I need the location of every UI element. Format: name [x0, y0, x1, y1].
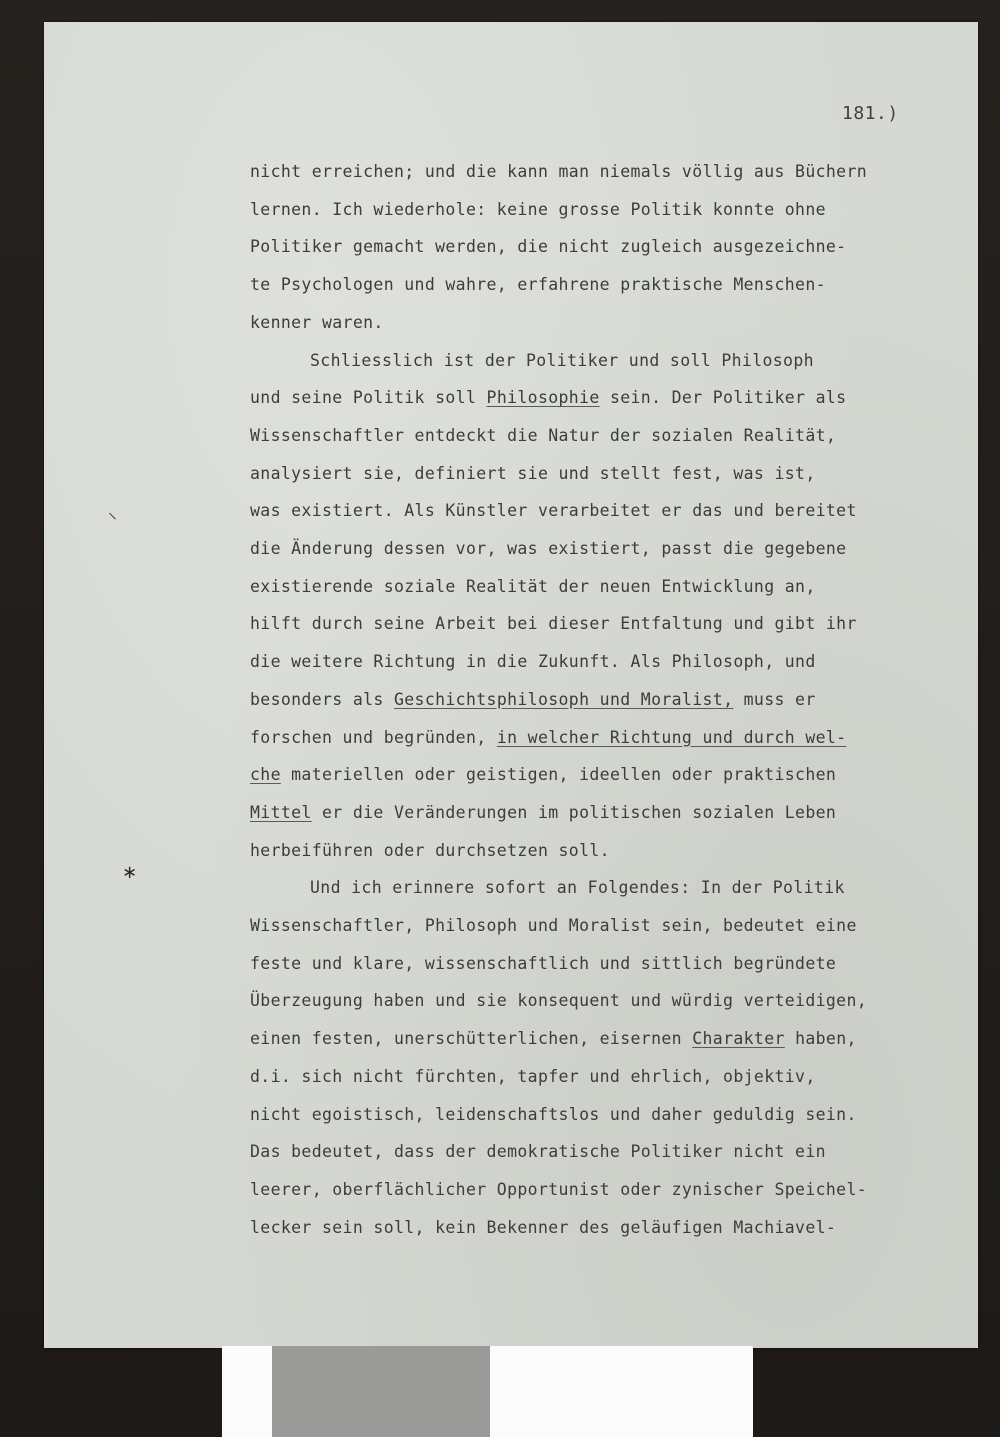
text-line [250, 1027, 857, 1051]
text-line [250, 386, 846, 410]
text-line: Politiker gemacht werden, die nicht zugleich ausgezeichne- [250, 237, 847, 257]
text-line: Und ich erinnere sofort an Folgendes: In der Politik [310, 878, 845, 898]
text-segment: und seine Politik soll [250, 388, 487, 408]
text-line [250, 801, 836, 825]
underlined-text: Charakter [692, 1029, 785, 1049]
text-line: kenner waren. [250, 312, 384, 332]
text-line: existierende soziale Realität der neuen Entwicklung an, [250, 576, 816, 596]
text-line [250, 726, 846, 750]
underlined-text: Philosophie [486, 388, 600, 408]
text-segment: forschen und begründen, [250, 727, 497, 747]
page-number: 181.) [842, 103, 899, 124]
text-segment: besonders als [250, 689, 394, 709]
text-line: Wissenschaftler, Philosoph und Moralist sein, bedeutet eine [250, 916, 857, 935]
text-line: nicht erreichen; und die kann man niemals völlig aus Büchern [250, 162, 868, 181]
text-line: leerer, oberflächlicher Opportunist oder zynischer Speichel- [250, 1179, 868, 1199]
text-line: te Psychologen und wahre, erfahrene praktische Menschen- [250, 275, 826, 295]
gray-calibration-card [272, 1346, 490, 1437]
text-segment: materiellen oder geistigen, ideellen oder praktischen [280, 765, 837, 785]
text-line: lecker sein soll, kein Bekenner des geläufigen Machiavel- [250, 1217, 837, 1237]
text-line: Das bedeutet, dass der demokratische Politiker nicht ein [250, 1142, 826, 1162]
underlined-text: che [250, 765, 281, 785]
text-line: Schliesslich ist der Politiker und soll Philosoph [310, 350, 814, 370]
text-line [250, 688, 816, 712]
text-line: die weitere Richtung in die Zukunft. Als Philosoph, und [250, 652, 816, 672]
text-segment: einen festen, unerschütterlichen, eisernen [250, 1029, 693, 1049]
hole-mark-lower: ∗ [122, 862, 138, 883]
white-calibration-card [490, 1346, 753, 1437]
underlined-text: Mittel [250, 802, 312, 822]
text-line: feste und klare, wissenschaftlich und sittlich begründete [250, 953, 837, 973]
underlined-text: Geschichtsphilosoph und Moralist, [393, 689, 734, 709]
underlined-text: in welcher Richtung und durch wel- [496, 727, 847, 747]
text-line: d.i. sich nicht fürchten, tapfer und ehrlich, objektiv, [250, 1066, 816, 1086]
text-line: die Änderung dessen vor, was existiert, passt die gegebene [250, 539, 847, 558]
text-segment: haben, [784, 1029, 857, 1049]
text-line: Wissenschaftler entdeckt die Natur der sozialen Realität, [250, 425, 837, 445]
support-card-edge [222, 1346, 272, 1437]
text-line: analysiert sie, definiert sie und stellt fest, was ist, [250, 463, 816, 483]
text-line: lernen. Ich wiederhole: keine grosse Politik konnte ohne [250, 199, 826, 219]
text-line: hilft durch seine Arbeit bei dieser Entfaltung und gibt ihr [250, 614, 857, 634]
text-segment: sein. Der Politiker als [599, 388, 847, 408]
text-line: herbeiführen oder durchsetzen soll. [250, 840, 610, 860]
text-segment: muss er [733, 689, 816, 709]
text-line [250, 763, 836, 787]
hole-mark-upper: ⸜ [108, 502, 117, 523]
text-line: Überzeugung haben und sie konsequent und würdig verteidigen, [250, 991, 868, 1011]
text-line: nicht egoistisch, leidenschaftslos und daher geduldig sein. [250, 1104, 857, 1124]
text-segment: er die Veränderungen im politischen sozialen Leben [311, 802, 837, 822]
text-line: was existiert. Als Künstler verarbeitet er das und bereitet [250, 501, 857, 521]
